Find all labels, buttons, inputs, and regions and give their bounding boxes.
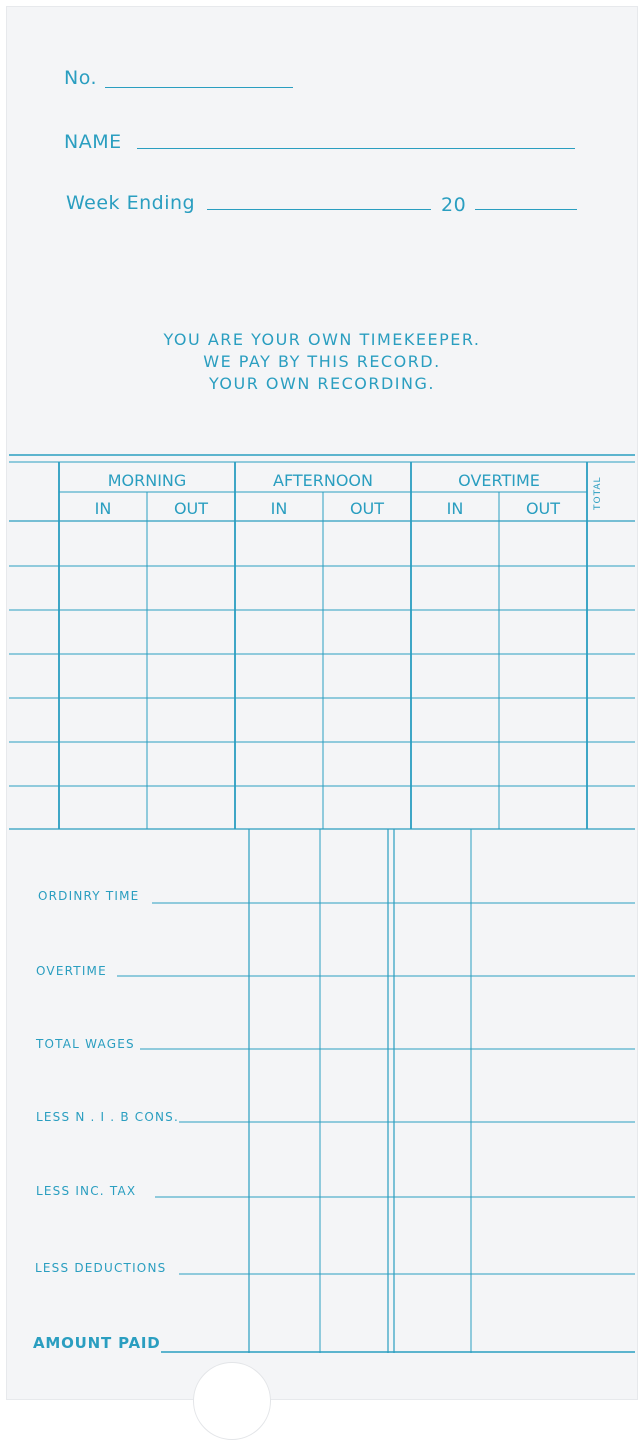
notice-line-1: YOU ARE YOUR OWN TIMEKEEPER. xyxy=(163,330,481,349)
time-card xyxy=(6,6,638,1400)
less-inc-tax-label: LESS INC. TAX xyxy=(36,1184,137,1198)
morning-out: OUT xyxy=(173,499,209,518)
morning-in: IN xyxy=(94,499,112,518)
total-wages-label: TOTAL WAGES xyxy=(36,1037,135,1051)
afternoon-in: IN xyxy=(270,499,288,518)
less-deductions-label: LESS DEDUCTIONS xyxy=(35,1261,167,1275)
name-label: NAME xyxy=(64,131,122,153)
card-notch xyxy=(193,1362,271,1440)
year-prefix: 20 xyxy=(441,194,467,216)
amount-paid-label: AMOUNT PAID xyxy=(33,1334,161,1352)
week-ending-label: Week Ending xyxy=(66,192,196,214)
group-overtime: OVERTIME xyxy=(458,471,540,490)
group-afternoon: AFTERNOON xyxy=(273,471,373,490)
ordinary-time-label: ORDINRY TIME xyxy=(38,889,140,903)
afternoon-out: OUT xyxy=(349,499,385,518)
no-label: No. xyxy=(64,67,98,89)
total-column-label: TOTAL xyxy=(593,476,603,510)
less-nib-cons-label: LESS N . I . B CONS. xyxy=(36,1110,179,1124)
overtime-in: IN xyxy=(446,499,464,518)
overtime-label: OVERTIME xyxy=(36,964,107,978)
overtime-out: OUT xyxy=(525,499,561,518)
group-morning: MORNING xyxy=(107,471,187,490)
notice-line-2: WE PAY BY THIS RECORD. xyxy=(203,352,441,371)
notice-line-3: YOUR OWN RECORDING. xyxy=(209,374,435,393)
